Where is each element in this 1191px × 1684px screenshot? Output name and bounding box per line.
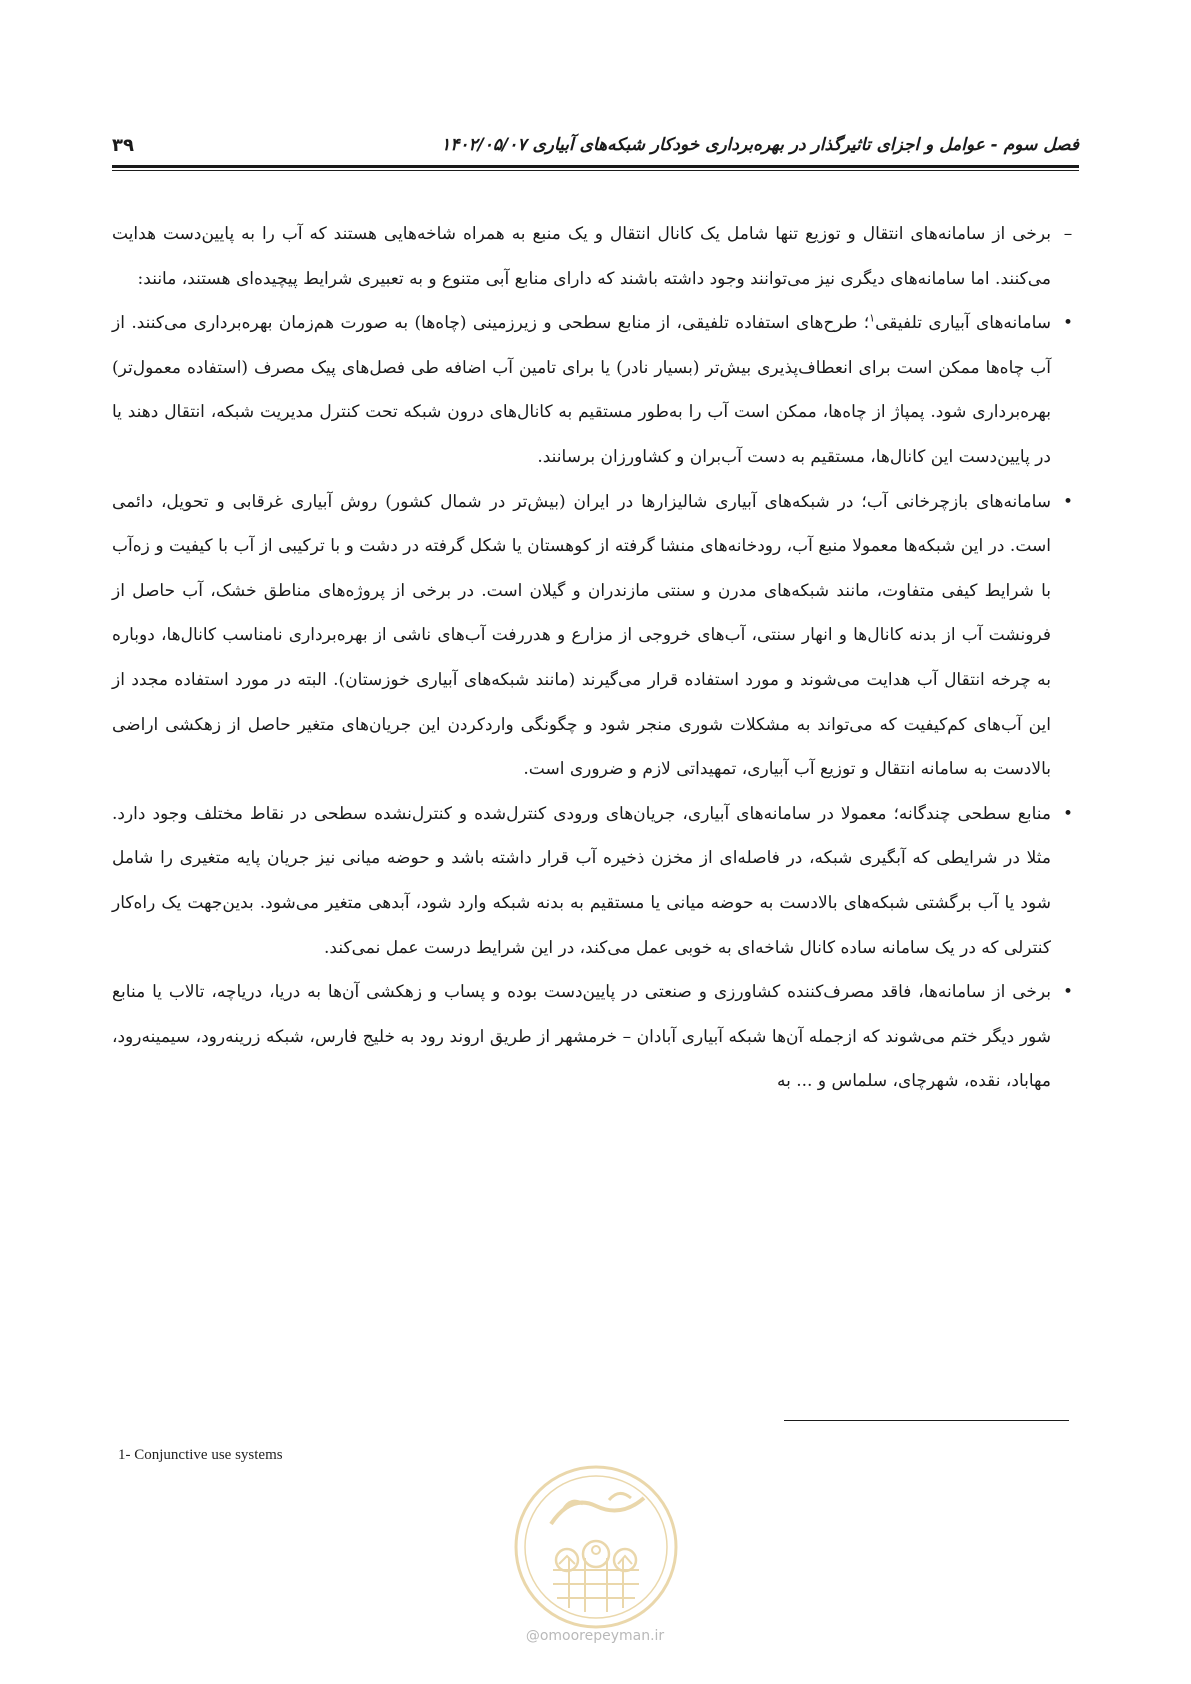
watermark-logo <box>511 1462 681 1632</box>
bullet-terminal-systems <box>112 970 1079 1104</box>
chapter-title: فصل سوم - عوامل و اجزای تاثیرگذار در بهره‌برداری خودکار شبکه‌های آبیاری ۱۴۰۲/۰۵/۰۷ <box>441 135 1079 155</box>
footnote-ref[interactable]: ۱ <box>869 311 876 325</box>
bullet-water-recycling <box>112 480 1079 792</box>
bullet-marker: • <box>1062 491 1074 512</box>
header-rule-thin <box>112 170 1079 171</box>
dash-marker: – <box>1063 224 1073 244</box>
bullet-marker: • <box>1062 803 1074 824</box>
page-number: ۳۹ <box>112 134 134 156</box>
paragraph-text: برخی از سامانه‌های انتقال و توزیع تنها شامل یک کانال انتقال و یک منبع به همراه شاخه‌هایی هستند که آب را به پایین‌دست هدایت می‌کنند. اما سامانه‌های دیگری نیز می‌توانند وجود داشته باشند که دارای منابع آبی متنوع و به تعبیری شرایط پیچیده‌ای هستند، مانند: <box>112 224 1051 289</box>
paragraph-text: سامانه‌های بازچرخانی آب؛ در شبکه‌های آبیاری شالیزارها در ایران (بیش‌تر در شمال کشور) روش آبیاری غرقابی و تحویل، دائمی است. در این شبکه‌ها معمولا منبع آب، رودخانه‌های منشا گرفته از کوهستان یا شکل گرفته در دشت و با ترکیبی از آب با کیفیت و زه‌آب با شرایط کیفی متفاوت، مانند شبکه‌های مدرن و سنتی مازندران و گیلان است. در برخی از پروژه‌های مناطق خشک، آب حاصل از فرونشت آب از بدنه کانال‌ها و انهار سنتی، آب‌های خروجی از مزارع و هدررفت آب‌های ناشی از بهره‌برداری نامناسب کانال‌ها، دوباره به چرخه انتقال آب هدایت می‌شوند و مورد استفاده قرار می‌گیرند (مانند شبکه‌های آبیاری خوزستان). البته در مورد استفاده مجدد از این آب‌های کم‌کیفیت که می‌تواند به مشکلات شوری منجر شود و چگونگی واردکردن این جریان‌های متغیر حاصل از زهکشی اراضی بالادست به سامانه انتقال و توزیع آب آبیاری، تمهیداتی لازم و ضروری است. <box>112 491 1051 780</box>
header-rule-thick <box>112 165 1079 168</box>
paragraph-intro <box>112 212 1079 301</box>
bullet-marker: • <box>1062 982 1074 1003</box>
page-header <box>112 128 1079 162</box>
footnote-separator <box>784 1420 1069 1421</box>
bullet-term: سامانه‌های آبیاری تلفیقی <box>875 313 1051 334</box>
body-text <box>112 212 1079 1104</box>
paragraph-text: ؛ طرح‌های استفاده تلفیقی، از منابع سطحی و زیرزمینی (چاه‌ها) به صورت هم‌زمان بهره‌برداری می‌کنند. از آب چاه‌ها ممکن است برای انعطاف‌پذیری بیش‌تر (بسیار نادر) یا برای تامین آب اضافه طی فصل‌های پیک مصرف (استفاده معمول‌تر) بهره‌برداری شود. پمپاژ از چاه‌ها، ممکن است آب را به‌طور مستقیم به کانال‌های درون شبکه تحت کنترل مدیریت شبکه، انتقال دهند یا در پایین‌دست این کانال‌ها، مستقیم به دست آب‌بران و کشاورزان برسانند. <box>112 313 1051 467</box>
bullet-conjunctive-irrigation <box>112 301 1079 479</box>
watermark-url: @omoorepeyman.ir <box>525 1628 665 1644</box>
paragraph-text: منابع سطحی چندگانه؛ معمولا در سامانه‌های آبیاری، جریان‌های ورودی کنترل‌شده و کنترل‌نشده سطحی در نقاط مختلف وجود دارد. مثلا در شرایطی که آبگیری شبکه، در فاصله‌ای از مخزن ذخیره آب قرار داشته باشد و حوضه میانی نیز جریان پایه متغیری را شامل شود یا آب برگشتی شبکه‌های بالادست به حوضه میانی یا مستقیم به بدنه شبکه وارد شود، آبدهی متغیر می‌شود. بدین‌جهت یک راه‌کار کنترلی که در یک سامانه ساده کانال شاخه‌ای به خوبی عمل می‌کند، در این شرایط درست عمل نمی‌کند. <box>112 803 1051 958</box>
bullet-marker: • <box>1062 313 1074 334</box>
bullet-multiple-sources <box>112 792 1079 970</box>
footnote: 1- Conjunctive use systems <box>118 1447 283 1463</box>
paragraph-text: برخی از سامانه‌ها، فاقد مصرف‌کننده کشاورزی و صنعتی در پایین‌دست بوده و پساب و زهکشی آن‌ها به دریا، دریاچه، تالاب یا منابع شور دیگر ختم می‌شوند که ازجمله آن‌ها شبکه آبیاری آبادان – خرمشهر از طریق اروند رود به خلیج فارس، شبکه زرینه‌رود، سیمینه‌رود، مهاباد، نقده، شهرچای، سلماس و ... به <box>112 982 1051 1092</box>
